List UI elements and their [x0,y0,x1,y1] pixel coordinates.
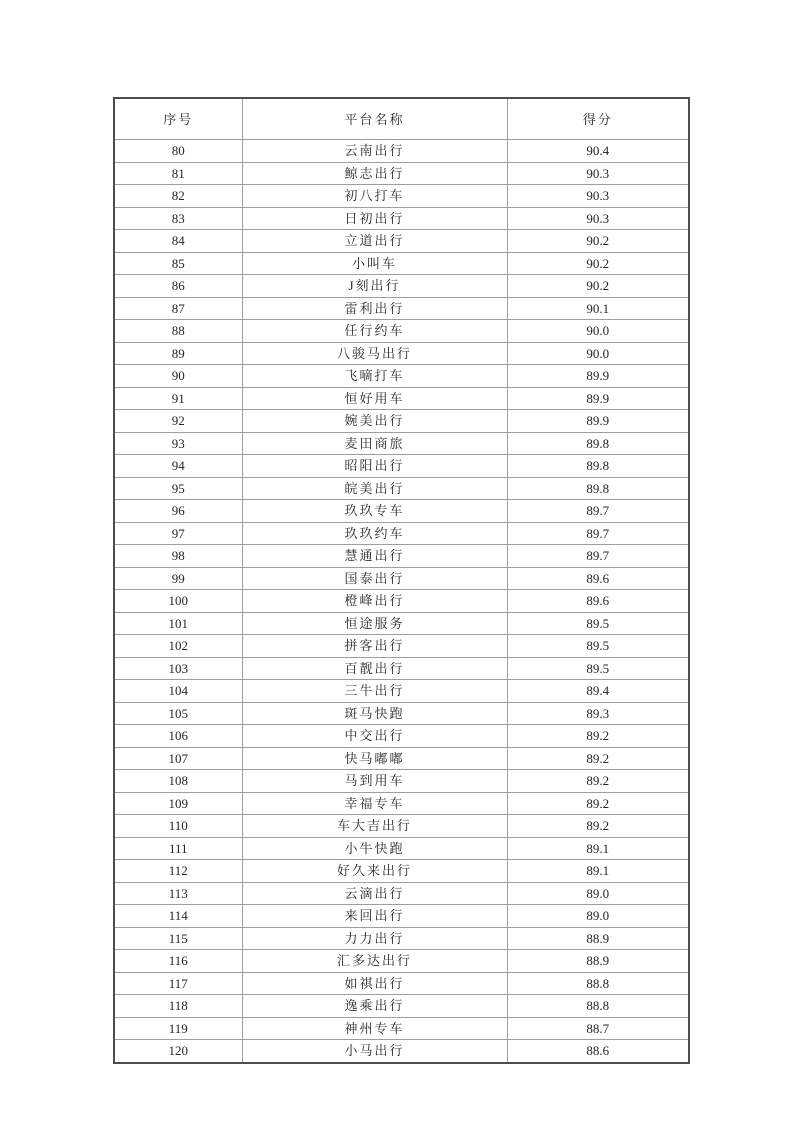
score-cell: 88.8 [507,995,689,1018]
score-cell: 90.1 [507,297,689,320]
table-row [114,927,689,950]
platform-name-cell: 三牛出行 [242,680,507,703]
table-row [114,455,689,478]
score-cell: 89.9 [507,387,689,410]
serial-number-cell: 90 [114,365,242,388]
platform-name-cell: 八骏马出行 [242,342,507,365]
score-cell: 90.2 [507,252,689,275]
platform-name-cell: 初八打车 [242,185,507,208]
score-cell: 88.7 [507,1017,689,1040]
platform-name-cell: 立道出行 [242,230,507,253]
column-header-serial-number: 序号 [114,98,242,140]
serial-number-cell: 114 [114,905,242,928]
serial-number-cell: 116 [114,950,242,973]
serial-number-cell: 97 [114,522,242,545]
serial-number-cell: 100 [114,590,242,613]
score-cell: 89.9 [507,410,689,433]
table-row [114,140,689,163]
serial-number-cell: 104 [114,680,242,703]
score-cell: 89.2 [507,792,689,815]
table-row [114,432,689,455]
score-cell: 89.7 [507,500,689,523]
serial-number-cell: 94 [114,455,242,478]
serial-number-cell: 101 [114,612,242,635]
platform-name-cell: 小叫车 [242,252,507,275]
score-cell: 88.9 [507,927,689,950]
platform-name-cell: 婉美出行 [242,410,507,433]
score-cell: 89.1 [507,837,689,860]
table-row [114,185,689,208]
score-cell: 89.9 [507,365,689,388]
score-cell: 89.8 [507,432,689,455]
table-row [114,410,689,433]
table-row [114,477,689,500]
table-row [114,590,689,613]
serial-number-cell: 96 [114,500,242,523]
serial-number-cell: 91 [114,387,242,410]
serial-number-cell: 80 [114,140,242,163]
score-cell: 90.2 [507,275,689,298]
platform-name-cell: 如祺出行 [242,972,507,995]
serial-number-cell: 102 [114,635,242,658]
table-row [114,770,689,793]
table-row [114,972,689,995]
serial-number-cell: 99 [114,567,242,590]
score-cell: 89.2 [507,770,689,793]
table-row [114,522,689,545]
platform-name-cell: 小马出行 [242,1040,507,1063]
table-row [114,995,689,1018]
platform-name-cell: 马到用车 [242,770,507,793]
platform-name-cell: 斑马快跑 [242,702,507,725]
platform-name-cell: 中交出行 [242,725,507,748]
platform-name-cell: 来回出行 [242,905,507,928]
platform-name-cell: 玖玖专车 [242,500,507,523]
serial-number-cell: 95 [114,477,242,500]
serial-number-cell: 113 [114,882,242,905]
score-cell: 89.1 [507,860,689,883]
platform-name-cell: 任行约车 [242,320,507,343]
table-row [114,387,689,410]
serial-number-cell: 84 [114,230,242,253]
platform-name-cell: 云南出行 [242,140,507,163]
score-cell: 89.7 [507,545,689,568]
table-row [114,342,689,365]
platform-name-cell: 拼客出行 [242,635,507,658]
table-row [114,792,689,815]
platform-name-cell: 快马嘟嘟 [242,747,507,770]
table-row [114,905,689,928]
platform-name-cell: 昭阳出行 [242,455,507,478]
platform-name-cell: 恒好用车 [242,387,507,410]
serial-number-cell: 85 [114,252,242,275]
score-cell: 90.2 [507,230,689,253]
serial-number-cell: 110 [114,815,242,838]
platform-name-cell: 恒途服务 [242,612,507,635]
platform-name-cell: 神州专车 [242,1017,507,1040]
serial-number-cell: 115 [114,927,242,950]
table-row [114,860,689,883]
platform-name-cell: 好久来出行 [242,860,507,883]
platform-name-cell: 幸福专车 [242,792,507,815]
score-cell: 89.5 [507,612,689,635]
table-row [114,635,689,658]
score-cell: 88.9 [507,950,689,973]
score-cell: 89.5 [507,635,689,658]
serial-number-cell: 92 [114,410,242,433]
platform-name-cell: 皖美出行 [242,477,507,500]
serial-number-cell: 103 [114,657,242,680]
platform-name-cell: 车大吉出行 [242,815,507,838]
serial-number-cell: 93 [114,432,242,455]
platform-score-table [113,97,690,1064]
score-cell: 89.7 [507,522,689,545]
serial-number-cell: 107 [114,747,242,770]
platform-name-cell: J刻出行 [242,275,507,298]
serial-number-cell: 82 [114,185,242,208]
serial-number-cell: 112 [114,860,242,883]
table-row [114,680,689,703]
table-row [114,950,689,973]
serial-number-cell: 81 [114,162,242,185]
serial-number-cell: 98 [114,545,242,568]
table-row [114,252,689,275]
score-cell: 89.8 [507,455,689,478]
table-row [114,1017,689,1040]
serial-number-cell: 108 [114,770,242,793]
table-row [114,230,689,253]
score-cell: 89.5 [507,657,689,680]
score-cell: 89.4 [507,680,689,703]
table-row [114,702,689,725]
table-row [114,747,689,770]
column-header-score: 得分 [507,98,689,140]
score-cell: 90.3 [507,207,689,230]
table-row [114,657,689,680]
serial-number-cell: 88 [114,320,242,343]
platform-name-cell: 力力出行 [242,927,507,950]
score-cell: 89.2 [507,815,689,838]
score-cell: 90.4 [507,140,689,163]
table-row [114,500,689,523]
score-cell: 90.3 [507,185,689,208]
table-row [114,837,689,860]
score-cell: 89.0 [507,905,689,928]
table-header-row [114,98,689,140]
table-row [114,297,689,320]
score-cell: 90.0 [507,342,689,365]
serial-number-cell: 109 [114,792,242,815]
serial-number-cell: 89 [114,342,242,365]
platform-name-cell: 小牛快跑 [242,837,507,860]
table-row [114,612,689,635]
serial-number-cell: 83 [114,207,242,230]
serial-number-cell: 105 [114,702,242,725]
table-row [114,545,689,568]
serial-number-cell: 118 [114,995,242,1018]
platform-name-cell: 云滴出行 [242,882,507,905]
table-row [114,815,689,838]
platform-name-cell: 橙峰出行 [242,590,507,613]
table-row [114,882,689,905]
score-cell: 88.6 [507,1040,689,1063]
platform-name-cell: 国泰出行 [242,567,507,590]
platform-name-cell: 慧通出行 [242,545,507,568]
score-cell: 89.6 [507,590,689,613]
score-cell: 89.0 [507,882,689,905]
table-row [114,320,689,343]
platform-name-cell: 百靓出行 [242,657,507,680]
table-row [114,567,689,590]
platform-name-cell: 逸乘出行 [242,995,507,1018]
platform-name-cell: 飞嘀打车 [242,365,507,388]
score-cell: 89.3 [507,702,689,725]
score-cell: 89.8 [507,477,689,500]
platform-name-cell: 日初出行 [242,207,507,230]
column-header-platform-name: 平台名称 [242,98,507,140]
table-row [114,275,689,298]
score-cell: 89.2 [507,725,689,748]
serial-number-cell: 119 [114,1017,242,1040]
serial-number-cell: 111 [114,837,242,860]
table-row [114,365,689,388]
score-cell: 89.2 [507,747,689,770]
serial-number-cell: 120 [114,1040,242,1063]
score-cell: 88.8 [507,972,689,995]
platform-name-cell: 玖玖约车 [242,522,507,545]
platform-name-cell: 鲸志出行 [242,162,507,185]
serial-number-cell: 86 [114,275,242,298]
table-row [114,725,689,748]
platform-name-cell: 麦田商旅 [242,432,507,455]
score-cell: 89.6 [507,567,689,590]
score-cell: 90.3 [507,162,689,185]
table-row [114,162,689,185]
serial-number-cell: 87 [114,297,242,320]
table-row [114,207,689,230]
serial-number-cell: 106 [114,725,242,748]
platform-name-cell: 雷利出行 [242,297,507,320]
score-cell: 90.0 [507,320,689,343]
platform-name-cell: 汇多达出行 [242,950,507,973]
table-row [114,1040,689,1063]
serial-number-cell: 117 [114,972,242,995]
